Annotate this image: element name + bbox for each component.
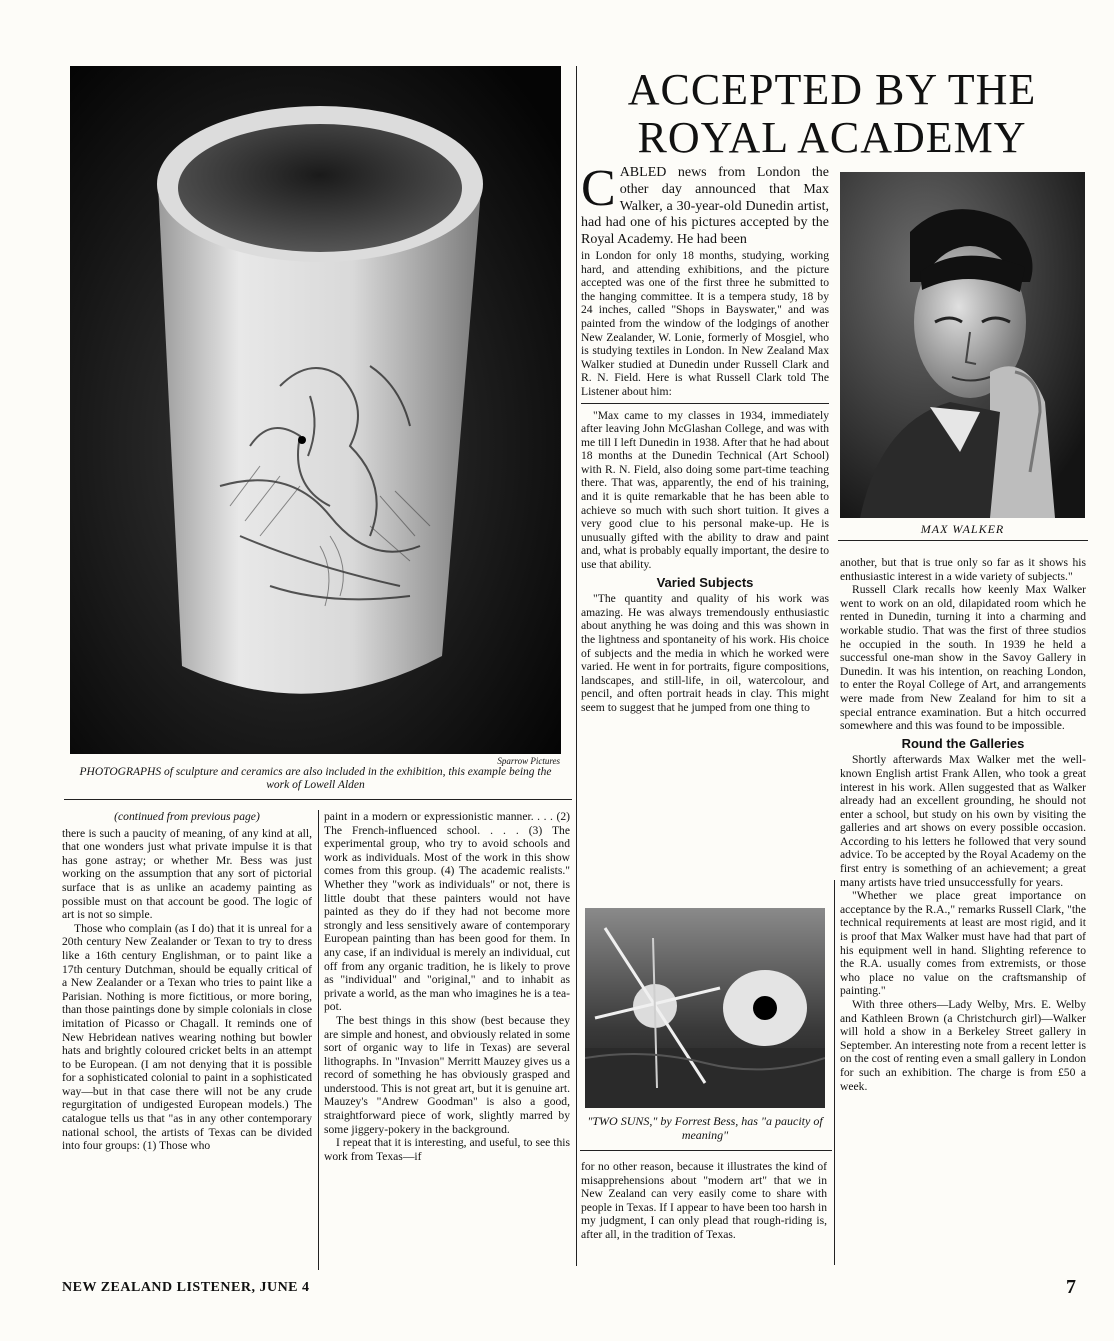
article-lead-cont: in London for only 18 months, studying, working hard, and attending exhibitions, and the picture accepted was one of the first three he submitted to the hanging committee. It is a tempera study, 18 by 24 inches, called "Shops in Bayswater," and was painted from the window of the lodgings of another New Zealander, W. Lonie, formerly of Mosgiel, who is studying textiles in London. In New Zealand Max Walker studied at Dunedin under Russell Clark and R. N. Field. Here is what Russell Clark told The Listener about him:	[581, 248, 829, 398]
review-col2-p1: paint in a modern or expressionistic manner. . . . (2) The French-influenced school. . . . (3) The experimental group, who try to avoid schools and work as individuals. Most of the work in this show comes from this group. (4) The academic realists." Whether they "work as individuals" or not, there is little doubt that these painters would not have painted as they do if they had not become more strongly and less sensitively aware of contemporary European painting than has been good for them. In any case, if an individual is merely an individual, cut off from any organic tradition, he is likely to prove as "individual" and "original," and to inhabit as private a world, as the man who imagines he is a tea-pot.	[324, 810, 570, 1014]
portrait-photo	[840, 172, 1085, 518]
two-suns-caption: "TWO SUNS," by Forrest Bess, has "a paucity of meaning"	[587, 1114, 823, 1142]
review-col2-p2: The best things in this show (best because they are simple and honest, and obviously related in some sort of organic way to life in Texas) are several lithographs. In "Invasion" Merritt Mauzey gives us a record of something he has obviously grasped and understood. This is not great art, but it is genuine art. Mauzey's "Andrew Goodman" is also a good, straightforward piece of work, slightly marred by some jiggery-pokery in the background.	[324, 1013, 570, 1136]
headline-line2: ROYAL ACADEMY	[637, 113, 1027, 162]
article-right1: another, but that is true only so far as it shows his enthusiastic interest in a wide variety of subjects."	[840, 556, 1086, 583]
review-col1-p2: Those who complain (as I do) that it is unreal for a 20th century New Zealander or Texan to try to dress like a 16th century Englishman, or to paint like a 17th century Dutchman, should be equally critical of a New Zealander or a Texan who tries to paint like a Parisian. Nothing is more fictitious, or more boring, than those paintings done by simple colonials in close imitation of Picasso or Chagall. It reminds one of New Hebridean natives wearing nothing but bowler hats and brightly coloured cricket belts in an attempt to be European. (I am not denying that it is possible for a sophisticated colonial to paint in a sophisticated way—but in that case there will not be any crude regurgitation of undigested European models.) The catalogue tells us that "as in any other contemporary national school, the artists of Texas can be divided into four groups: (1) Those who	[62, 921, 312, 1153]
quote-divider	[581, 403, 829, 404]
page-number: 7	[1066, 1276, 1076, 1298]
caption-divider	[64, 799, 572, 800]
article-galleries3: With three others—Lady Welby, Mrs. E. Welby and Kathleen Brown (a Christchurch girl)—Walker will hold a show in a Berkeley Street gallery in September. An interesting note from a recent letter is on the cost of renting even a small gallery in London for such an exhibition. The charge is from £50 a week.	[840, 998, 1086, 1093]
vase-image	[70, 66, 561, 754]
subheading-varied: Varied Subjects	[656, 574, 754, 590]
subheading-galleries: Round the Galleries	[901, 735, 1025, 751]
vase-photo	[70, 66, 561, 754]
suns-divider	[580, 1150, 832, 1151]
article-lead-text: ABLED news from London the other day announced that Max Walker, a 30-year-old Dunedin artist, had had one of his pictures accepted by the Royal Academy. He had been	[581, 165, 829, 248]
article-column-1	[581, 160, 829, 715]
two-suns-image	[585, 908, 825, 1108]
article-lead	[581, 160, 829, 249]
review-divider	[318, 810, 319, 1270]
column-divider	[576, 66, 577, 1266]
headline-line1: ACCEPTED BY THE	[627, 65, 1037, 114]
article-galleries2: "Whether we place great importance on acceptance by the R.A.," remarks Russell Clark, "the technical requirements at least are most rigid, and it is proof that Max Walker must have had that part of his equipment well in hand. Slighting reference to the R.A. usually comes from extremists, or those who place no value on the craftsmanship of painting."	[840, 889, 1086, 998]
article-galleries1: Shortly afterwards Max Walker met the well-known English artist Frank Allen, who took a great interest in his work. Allen suggested that as Walker already had an excellent grounding, he should not enter a school, but study on his own by visiting the galleries and art shows on every possible occasion. According to his letters he followed that very sound advice. To be accepted by the Royal Academy on the first entry is something of an achievement; a great many artists have tried unsuccessfully for years.	[840, 753, 1086, 889]
dropcap: C	[581, 160, 616, 217]
vase-photo-credit: Sparrow Pictures	[497, 756, 560, 766]
headline	[586, 66, 1078, 162]
article-varied: "The quantity and quality of his work was amazing. He was always tremendously enthusiastic about anything he was doing and this was shown in the lightness and spontaneity of his work. His choice of subjects and the media in which he worked were varied. He went in for portraits, figure compositions, landscapes, and still-life, in oil, watercolour, and pencil, and often portrait heads in clay. This might seem to suggest that he jumped from one thing to	[581, 592, 829, 714]
article-quote: "Max came to my classes in 1934, immediately after leaving John McGlashan College, and was with me till I left Dunedin in 1938. After that he had about 18 months at the Dunedin Technical (Art School) with R. N. Field, also doing some part-time teaching there. That was, apparently, the end of his training, and it is quite remarkable that he has been able to achieve so much with such short tuition. It gives a very good clue to his personal make-up. He is unusually gifted with the ability to draw and paint and, what is probably equally important, the desire to use that ability.	[581, 408, 829, 572]
portrait-caption: MAX WALKER	[920, 522, 1005, 536]
two-suns-photo	[585, 908, 825, 1108]
vase-photo-caption: PHOTOGRAPHS of sculpture and ceramics are also included in the exhibition, this example being the work of Lowell Alden	[79, 766, 552, 791]
portrait-image	[840, 172, 1085, 518]
article-inner-divider	[834, 880, 835, 1265]
footer-masthead: NEW ZEALAND LISTENER, JUNE 4	[62, 1280, 310, 1295]
article-right2: Russell Clark recalls how keenly Max Walker went to work on an old, dilapidated room which he rented in Dunedin, turning it into a charming and workable studio. That was the first of three studios he occupied in the south. In 1939 he held a successful one-man show in the Savoy Gallery in Dunedin. It was his intention, on reaching London, to enter the Royal College of Art, and arrangements were made from New Zealand for him to sit a special entrance examination. But a hitch occurred somewhere and this was found to be impossible.	[840, 583, 1086, 733]
continued-note: (continued from previous page)	[114, 810, 260, 823]
review-col3-p1: for no other reason, because it illustrates the kind of misapprehensions about "modern art" that we in New Zealand can very easily come to share with people in Texas. If I appear to have been too harsh in my judgment, I can only plead that rough-riding is, after all, in the tradition of Texas.	[581, 1160, 827, 1241]
review-col1-p1: there is such a paucity of meaning, of any kind at all, that one wonders just what private impulse it is that has gone astray; or whether Mr. Bess was just working on the assumption that any sort of pictorial surface that is as unlike an academy painting as possible must on that account be good. The logic of art is not so simple.	[62, 826, 312, 922]
article-column-2	[840, 556, 1086, 1093]
review-column-3	[581, 1160, 827, 1242]
review-column-2	[324, 810, 570, 1163]
portrait-divider	[838, 540, 1088, 541]
review-col2-p3: I repeat that it is interesting, and useful, to see this work from Texas—if	[324, 1136, 570, 1163]
review-column-1	[62, 810, 312, 1153]
